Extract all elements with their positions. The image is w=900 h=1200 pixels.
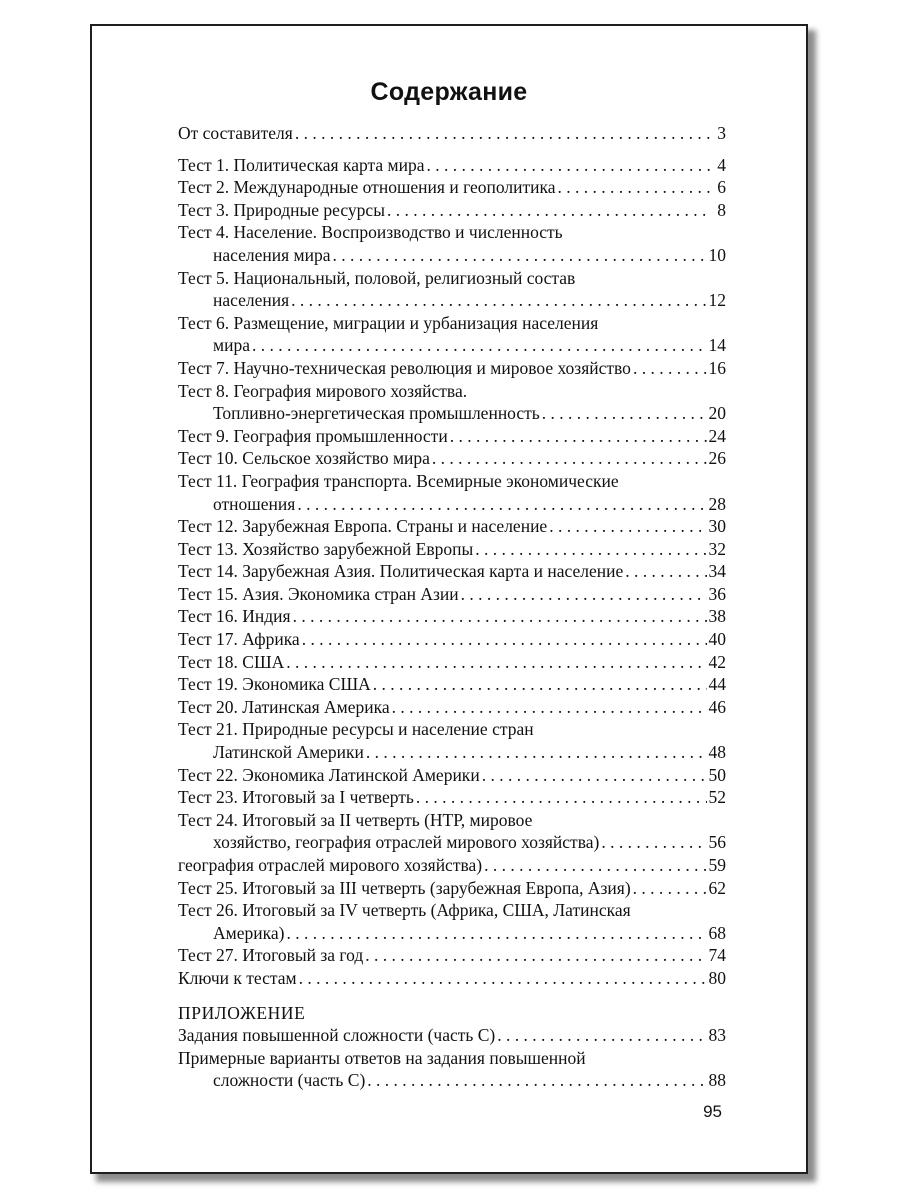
toc-page-number: 80	[708, 967, 726, 988]
toc-entry	[178, 877, 726, 900]
toc-page-number: 34	[708, 561, 726, 582]
toc-entry	[178, 122, 726, 145]
toc-page-number: 44	[708, 674, 726, 695]
toc-entry-text: Тест 27. Итоговый за год	[178, 945, 364, 966]
toc-page-number: 42	[708, 651, 726, 672]
toc-entry	[178, 696, 726, 719]
dot-leader	[426, 154, 710, 177]
dot-leader	[392, 696, 707, 719]
dot-leader	[299, 967, 707, 990]
toc-page-number: 28	[708, 493, 726, 514]
toc-entry	[178, 764, 726, 787]
toc-entry	[178, 425, 726, 448]
toc-entry-text: Тест 13. Хозяйство зарубежной Европы	[178, 538, 474, 559]
toc-entry-line	[178, 402, 726, 425]
toc-entry-line	[178, 605, 726, 628]
toc-page-number: 16	[708, 357, 726, 378]
toc-entry-text: Тест 19. Экономика США	[178, 674, 371, 695]
toc-page-number: 74	[708, 945, 726, 966]
toc-page-number: 46	[708, 696, 726, 717]
dot-leader	[252, 334, 707, 357]
toc-entry-text: Тест 23. Итоговый за I четверть	[178, 787, 414, 808]
dot-leader	[297, 493, 706, 516]
toc-entry-text: Тест 12. Зарубежная Европа. Страны и население	[178, 516, 548, 537]
appendix-heading: ПРИЛОЖЕНИЕ	[178, 1002, 306, 1023]
page-number: 95	[703, 1102, 722, 1121]
dot-leader	[432, 447, 707, 470]
toc-entry-line	[178, 154, 726, 177]
toc-entry-line	[178, 538, 726, 561]
toc-entry-line	[178, 380, 726, 403]
toc-entry-line	[178, 786, 726, 809]
toc-entry-text: Тест 16. Индия	[178, 606, 291, 627]
toc-entry	[178, 154, 726, 177]
dot-leader	[625, 560, 706, 583]
toc-entry	[178, 651, 726, 674]
dot-leader	[387, 199, 710, 222]
toc-entry-line	[178, 334, 726, 357]
dot-leader	[295, 122, 710, 145]
toc-page-number: 83	[708, 1025, 726, 1046]
toc-entry-line	[178, 899, 726, 922]
toc-entry	[178, 267, 726, 312]
toc-entry-line	[178, 809, 726, 832]
dot-leader	[293, 605, 707, 628]
toc-entry	[178, 447, 726, 470]
toc-entry-line	[178, 673, 726, 696]
toc-entry-line	[178, 944, 726, 967]
toc-entry-text: Тест 10. Сельское хозяйство мира	[178, 448, 430, 469]
toc-entry	[178, 312, 726, 357]
toc-entry	[178, 515, 726, 538]
dot-leader	[497, 1024, 706, 1047]
toc-entry-line	[178, 357, 726, 380]
dot-leader	[542, 402, 707, 425]
toc-page-number: 40	[708, 629, 726, 650]
dot-leader	[373, 673, 707, 696]
toc-page-number: 24	[708, 425, 726, 446]
toc-entry-text: сложности (часть С)	[213, 1070, 366, 1091]
toc-entry-line	[178, 696, 726, 719]
toc-entry	[178, 1024, 726, 1047]
toc-page-number: 30	[708, 516, 726, 537]
toc-spacer	[178, 990, 726, 999]
toc-entry-line	[178, 764, 726, 787]
dot-leader	[367, 1069, 706, 1092]
toc-page-number: 8	[717, 199, 726, 220]
toc-entry-line	[178, 447, 726, 470]
toc-page-number: 38	[708, 606, 726, 627]
dot-leader	[482, 764, 707, 787]
toc-entry-line	[178, 831, 726, 854]
toc-entry-text: хозяйство, география отраслей мирового хозяйства)	[213, 832, 600, 853]
toc-entry	[178, 470, 726, 515]
dot-leader	[450, 425, 707, 448]
toc-entry-line	[178, 1024, 726, 1047]
toc-entry-text: география отраслей мирового хозяйства)	[178, 855, 483, 875]
dot-leader	[333, 244, 707, 267]
toc-entry-text: Задания повышенной сложности (часть С)	[178, 1025, 496, 1046]
toc-entry-text: Тест 21. Природные ресурсы и население стран	[178, 719, 534, 740]
toc-entry-line	[178, 199, 726, 222]
toc-entry	[178, 673, 726, 696]
toc-entry-text: Тест 17. Африка	[178, 629, 300, 650]
toc-entry-text: Америка)	[213, 922, 285, 943]
toc-entry	[178, 809, 726, 854]
toc-entry	[178, 1047, 726, 1092]
toc-entry	[178, 854, 726, 877]
dot-leader	[601, 831, 706, 854]
toc-entry-text: Тест 4. Население. Воспроизводство и численность	[178, 222, 563, 243]
toc-entry-text: От составителя	[178, 123, 293, 143]
toc-entry-text: отношения	[213, 493, 296, 514]
toc-page-number: 36	[708, 583, 726, 604]
toc-page-number: 68	[708, 922, 726, 943]
toc-entry-text: Тест 15. Азия. Экономика стран Азии	[178, 583, 459, 604]
toc-entry-line	[178, 493, 726, 516]
toc-entry	[178, 628, 726, 651]
toc-entry-text: населения	[213, 290, 290, 311]
toc-entry-line	[178, 289, 726, 312]
toc-page-number: 62	[708, 877, 726, 898]
toc-entry-line	[178, 651, 726, 674]
book-page	[90, 24, 808, 1174]
toc-entry	[178, 221, 726, 266]
toc-entry-line	[178, 560, 726, 583]
toc-page-number: 4	[717, 154, 726, 175]
toc-entry-text: Тест 22. Экономика Латинской Америки	[178, 764, 480, 785]
dot-leader	[461, 583, 707, 606]
toc-entry-text: Тест 1. Политическая карта мира	[178, 154, 425, 175]
toc-entry-text: Тест 9. География промышленности	[178, 425, 448, 446]
toc-entry	[178, 538, 726, 561]
dot-leader	[286, 651, 706, 674]
toc-page-number: 20	[708, 403, 726, 424]
toc-entry	[178, 583, 726, 606]
dot-leader	[475, 538, 706, 561]
toc-entry-text: Тест 26. Итоговый за IV четверть (Африка, США, Латинская	[178, 900, 631, 921]
toc-entry-line	[178, 425, 726, 448]
toc-entry-line	[178, 312, 726, 335]
dot-leader	[302, 628, 707, 651]
toc-entry	[178, 605, 726, 628]
toc-entry-text: Тест 6. Размещение, миграции и урбанизация населения	[178, 312, 599, 333]
toc-entry	[178, 176, 726, 199]
toc-entry-line	[178, 854, 726, 877]
dot-leader	[416, 786, 707, 809]
toc-entry-line	[178, 176, 726, 199]
toc-entry-text: населения мира	[213, 244, 331, 265]
toc-entry-line	[178, 922, 726, 945]
toc-entry	[178, 718, 726, 763]
toc-entry-text: Примерные варианты ответов на задания повышенной	[178, 1047, 586, 1068]
toc-entry-text: Тест 25. Итоговый за III четверть (зарубежная Европа, Азия)	[178, 877, 631, 898]
toc-entry-line	[178, 221, 726, 244]
toc-entry-text: Тест 7. Научно-техническая революция и мировое хозяйство	[178, 357, 631, 378]
table-of-contents	[178, 122, 726, 1092]
toc-entry-text: Тест 5. Национальный, половой, религиозный состав	[178, 267, 576, 288]
toc-entry	[178, 899, 726, 944]
toc-page-number: 10	[708, 244, 726, 265]
toc-entry-line	[178, 628, 726, 651]
toc-entry-line	[178, 267, 726, 290]
toc-entry-text: Тест 18. США	[178, 651, 285, 672]
toc-entry-line	[178, 1047, 726, 1070]
toc-entry-line	[178, 741, 726, 764]
toc-entry-line	[178, 470, 726, 493]
toc-entry	[178, 944, 726, 967]
toc-page-number: 12	[708, 290, 726, 311]
toc-page-number: 48	[708, 742, 726, 763]
toc-entry	[178, 199, 726, 222]
toc-page-number: 56	[708, 832, 726, 853]
toc-entry-text: Тест 8. География мирового хозяйства.	[178, 380, 468, 401]
toc-entry-line	[178, 244, 726, 267]
page-title: Содержание	[370, 78, 528, 106]
dot-leader	[549, 515, 706, 538]
toc-page-number: 3	[717, 123, 726, 143]
dot-leader	[286, 922, 706, 945]
toc-page-number: 14	[708, 335, 726, 356]
toc-entry	[178, 357, 726, 380]
dot-leader	[633, 877, 707, 900]
toc-entry	[178, 380, 726, 425]
toc-page-number: 88	[708, 1070, 726, 1091]
dot-leader	[291, 289, 706, 312]
toc-entry-text: Тест 20. Латинская Америка	[178, 696, 390, 717]
toc-entry-text: Тест 3. Природные ресурсы	[178, 199, 385, 220]
toc-entry	[178, 560, 726, 583]
toc-entry-text: Тест 2. Международные отношения и геополитика	[178, 177, 556, 198]
dot-leader	[633, 357, 707, 380]
toc-entry-text: Тест 14. Зарубежная Азия. Политическая карта и население	[178, 561, 624, 582]
toc-entry-text: Тест 11. География транспорта. Всемирные экономические	[178, 470, 619, 491]
toc-entry	[178, 786, 726, 809]
toc-entry-line	[178, 583, 726, 606]
toc-entry-text: Тест 24. Итоговый за II четверть (НТР, мировое	[178, 809, 533, 830]
toc-entry-line	[178, 1069, 726, 1092]
toc-entry-line	[178, 515, 726, 538]
dot-leader	[365, 944, 706, 967]
toc-entry-text: Латинской Америки	[213, 742, 364, 763]
toc-entry-text: Топливно-энергетическая промышленность	[213, 403, 540, 424]
dot-leader	[366, 741, 707, 764]
toc-entry-line	[178, 877, 726, 900]
toc-spacer	[178, 145, 726, 154]
toc-page-number: 26	[708, 448, 726, 469]
toc-entry-text: Ключи к тестам	[178, 967, 297, 988]
dot-leader	[558, 176, 710, 199]
toc-page-number: 59	[708, 855, 726, 875]
toc-page-number: 6	[717, 177, 726, 198]
toc-page-number: 32	[708, 538, 726, 559]
toc-page-number: 52	[708, 787, 726, 808]
toc-page-number: 50	[708, 764, 726, 785]
toc-entry-line	[178, 122, 726, 145]
toc-entry-line	[178, 718, 726, 741]
toc-entry-text: мира	[213, 335, 250, 356]
toc-entry	[178, 967, 726, 990]
dot-leader	[484, 854, 706, 877]
toc-entry-line	[178, 967, 726, 990]
